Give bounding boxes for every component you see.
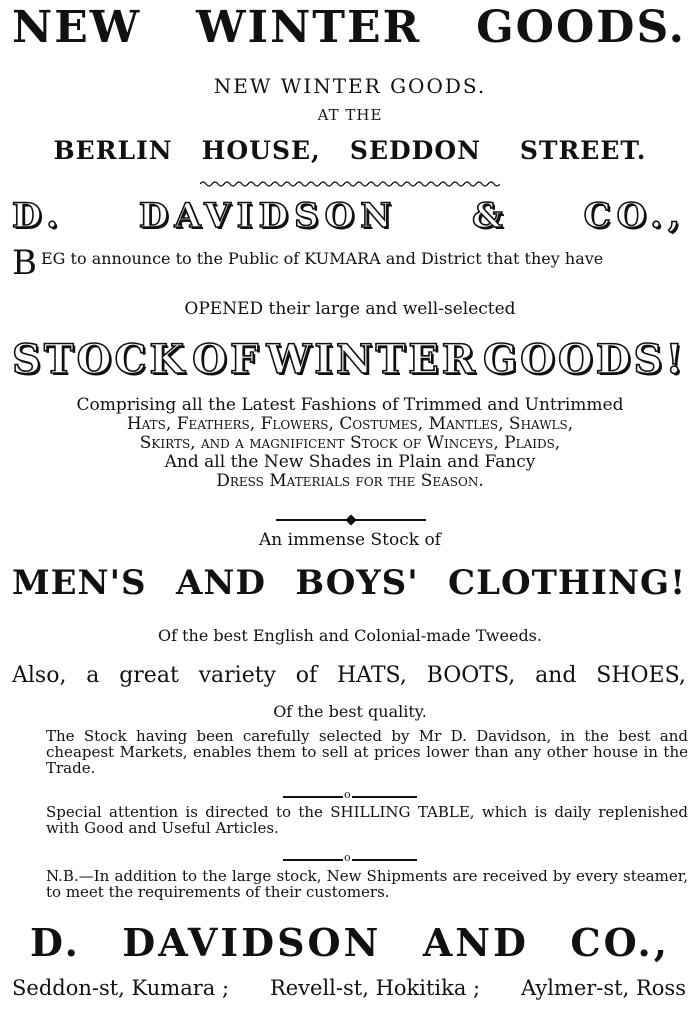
tweeds-line: Of the best English and Colonial-made Tweeds. [158, 626, 542, 645]
firm-word: CO., [570, 920, 670, 965]
firm-word: D. [12, 196, 65, 236]
location-word: HOUSE, [201, 136, 321, 165]
address: Revell-st, Hokitika ; [269, 976, 481, 1000]
announcement-text: EG to announce to the Public of KUMARA and District that they have [41, 249, 604, 268]
also-word: HATS, [337, 663, 407, 688]
headline-word: WINTER [196, 2, 422, 53]
wavy-divider [200, 179, 500, 189]
address: Aylmer-st, Ross [521, 976, 686, 1000]
comprising-line: And all the New Shades in Plain and Fancy [164, 452, 536, 472]
firm-word: DAVIDSON [122, 920, 382, 965]
clothing-word: BOYS' [295, 563, 419, 603]
firm-word: AND [422, 920, 529, 965]
firm-word: CO., [583, 196, 686, 236]
location-word: STREET. [519, 136, 647, 165]
store-location [0, 136, 700, 165]
also-word: of [295, 663, 318, 688]
also-word: variety [198, 663, 276, 688]
firm-word: D. [30, 920, 81, 965]
special-paragraph [10, 804, 688, 836]
immense-stock-line: An immense Stock of [259, 530, 441, 550]
separator-glyph: o [344, 788, 351, 801]
mens-clothing-heading [12, 563, 686, 603]
drop-cap: B [12, 243, 37, 283]
diamond-ornament [345, 514, 356, 525]
also-word: and [535, 663, 577, 688]
comprising-line: Comprising all the Latest Fashions of Trimmed and Untrimmed [76, 395, 624, 415]
also-word: SHOES, [596, 663, 686, 688]
separator-glyph: o [344, 851, 351, 864]
quality-line: Of the best quality. [273, 702, 427, 721]
stock-word: OF [192, 336, 262, 383]
also-word: BOOTS, [426, 663, 516, 688]
store-addresses [12, 976, 686, 1000]
nb-paragraph [10, 868, 688, 900]
comprising-line: Hats, Feathers, Flowers, Costumes, Mantles, Shawls, [126, 414, 574, 434]
stock-word: GOODS! [483, 336, 686, 383]
stock-word: WINTER [266, 336, 479, 383]
special-paragraph-text: Special attention is directed to the SHILLING TABLE, which is daily replenished with Good and Useful Articles. [46, 803, 688, 837]
also-variety-line [12, 663, 686, 688]
comprising-line: Dress Materials for the Season. [216, 471, 484, 491]
also-word: Also, [12, 663, 67, 688]
firm-name-top [12, 196, 686, 236]
at-the-line: AT THE [317, 106, 383, 124]
address: Seddon-st, Kumara ; [12, 976, 230, 1000]
clothing-word: CLOTHING! [448, 563, 686, 603]
location-word: BERLIN [53, 136, 173, 165]
subheadline: NEW WINTER GOODS. [213, 74, 487, 98]
comprising-line: Skirts, and a magnificent Stock of Winceys, Plaids, [139, 433, 561, 453]
firm-word: DAVIDSON [138, 196, 398, 236]
headline-word: GOODS. [476, 2, 686, 53]
clothing-word: AND [176, 563, 266, 603]
stock-paragraph [10, 728, 688, 776]
opened-line: OPENED their large and well-selected [184, 299, 516, 319]
firm-name-bottom [30, 920, 670, 965]
firm-word: & [472, 196, 509, 236]
announcement-line [12, 243, 688, 283]
also-word: a [86, 663, 100, 688]
stock-of-winter-goods [12, 336, 686, 383]
clothing-word: MEN'S [12, 563, 147, 603]
headline [12, 2, 686, 53]
headline-word: NEW [12, 2, 142, 53]
location-word: SEDDON [349, 136, 481, 165]
stock-word: STOCK [12, 336, 188, 383]
nb-paragraph-text: N.B.—In addition to the large stock, New Shipments are received by every steamer, to meet the requirements of their customers. [46, 867, 688, 901]
stock-paragraph-text: The Stock having been carefully selected by Mr D. Davidson, in the best and cheapest Markets, enables them to sell at prices lower than any other house in the Trade. [46, 727, 688, 777]
comprising-paragraph [0, 396, 700, 491]
also-word: great [119, 663, 179, 688]
